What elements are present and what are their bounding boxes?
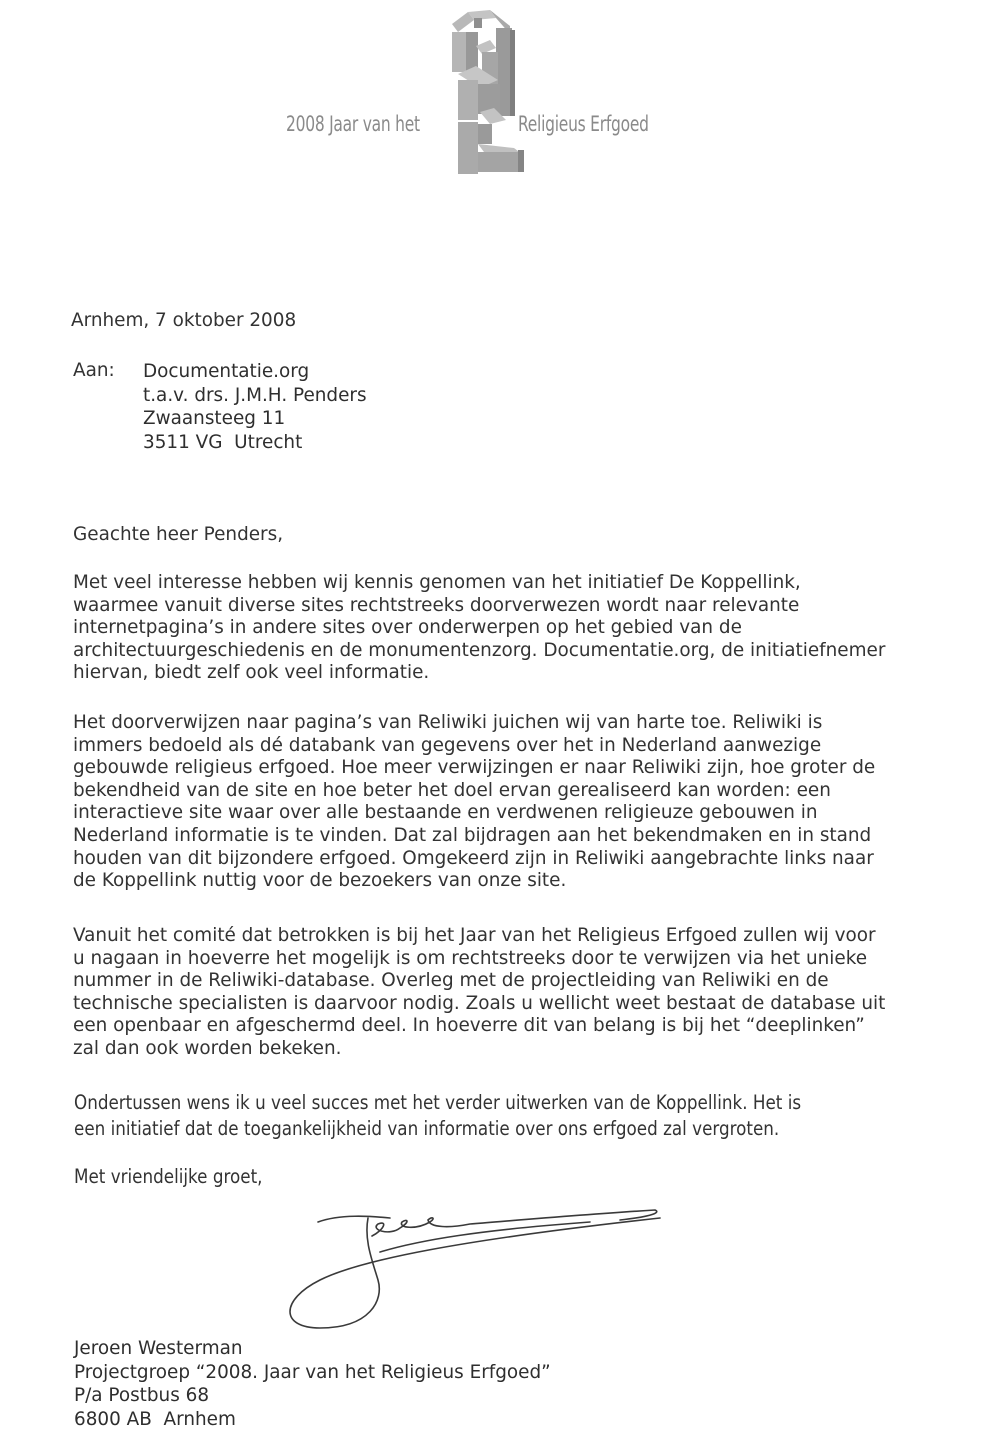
body-paragraph-4 (74, 1090, 801, 1142)
paragraph-line: zal dan ook worden bekeken. (73, 1037, 342, 1059)
body-paragraph-3 (73, 925, 885, 1061)
3d-block-cross-icon (432, 4, 532, 174)
closing (74, 1164, 262, 1190)
paragraph-line: houden van dit bijzondere erfgoed. Omgekeerd zijn in Reliwiki aangebrachte links naar (73, 847, 874, 869)
recipient-line: Zwaansteeg 11 (143, 408, 286, 429)
paragraph-line: een openbaar en afgeschermd deel. In hoeverre dit van belang is bij het “deeplinken” (73, 1015, 865, 1037)
date-line: Arnhem, 7 oktober 2008 (71, 310, 297, 331)
paragraph-line: internetpagina’s in andere sites over onderwerpen op het gebied van de (73, 617, 742, 639)
recipient-line: t.a.v. drs. J.M.H. Penders (143, 384, 367, 406)
handwritten-signature-icon (260, 1200, 680, 1340)
paragraph-line: hiervan, biedt zelf ook veel informatie. (73, 662, 430, 684)
closing-text: Met vriendelijke groet, (74, 1165, 263, 1188)
paragraph-line: gebouwde religieus erfgoed. Hoe meer verwijzingen er naar Reliwiki zijn, hoe groter de (73, 757, 876, 779)
paragraph-line: architectuurgeschiedenis en de monumentenzorg. Documentatie.org, de initiatiefnemer (73, 639, 886, 661)
logo-text-left: 2008 Jaar van het (286, 112, 420, 136)
paragraph-line: Ondertussen wens ik u veel succes met het verder uitwerken van de Koppellink. Het is (74, 1091, 802, 1114)
paragraph-line: nummer in de Reliwiki-database. Overleg met de projectleiding van Reliwiki en de (73, 970, 829, 992)
paragraph-line: u nagaan in hoeverre het mogelijk is om rechtstreeks door te verwijzen via het unieke (73, 947, 868, 969)
salutation: Geachte heer Penders, (73, 524, 284, 545)
paragraph-line: Met veel interesse hebben wij kennis genomen van het initiatief De Koppellink, (73, 572, 801, 593)
paragraph-line: waarmee vanuit diverse sites rechtstreeks doorverwezen wordt naar relevante (73, 594, 800, 616)
sender-name: Jeroen Westerman (74, 1338, 243, 1359)
body-paragraph-2 (73, 712, 875, 893)
logo-text-right: Religieus Erfgoed (518, 112, 649, 136)
paragraph-line: Het doorverwijzen naar pagina’s van Reliwiki juichen wij van harte toe. Reliwiki is (73, 712, 823, 733)
recipient-address (143, 360, 367, 454)
paragraph-line: immers bedoeld als dé databank van gegevens over het in Nederland aanwezige (73, 734, 822, 756)
sender-city: 6800 AB Arnhem (74, 1408, 236, 1430)
sender-organization: Projectgroep “2008. Jaar van het Religieus Erfgoed” (74, 1361, 551, 1383)
paragraph-line: interactieve site waar over alle bestaande en verdwenen religieuze gebouwen in (73, 802, 818, 824)
recipient-label: Aan: (73, 360, 115, 381)
recipient-line: 3511 VG Utrecht (143, 431, 303, 453)
sender-block (74, 1337, 551, 1431)
recipient-line: Documentatie.org (143, 361, 310, 382)
paragraph-line: bekendheid van de site en hoe beter het doel ervan gerealiseerd kan worden: een (73, 779, 831, 801)
sender-postbox: P/a Postbus 68 (74, 1385, 210, 1406)
paragraph-line: technische specialisten is daarvoor nodig. Zoals u wellicht weet bestaat de database uit (73, 992, 886, 1014)
paragraph-line: een initiatief dat de toegankelijkheid van informatie over ons erfgoed zal vergroten. (74, 1117, 780, 1140)
paragraph-line: Vanuit het comité dat betrokken is bij het Jaar van het Religieus Erfgoed zullen wij voor (73, 925, 876, 946)
letterhead (0, 0, 1000, 180)
paragraph-line: Nederland informatie is te vinden. Dat zal bijdragen aan het bekendmaken en in stand (73, 824, 872, 846)
body-paragraph-1 (73, 572, 885, 685)
paragraph-line: de Koppellink nuttig voor de bezoekers van onze site. (73, 870, 567, 892)
